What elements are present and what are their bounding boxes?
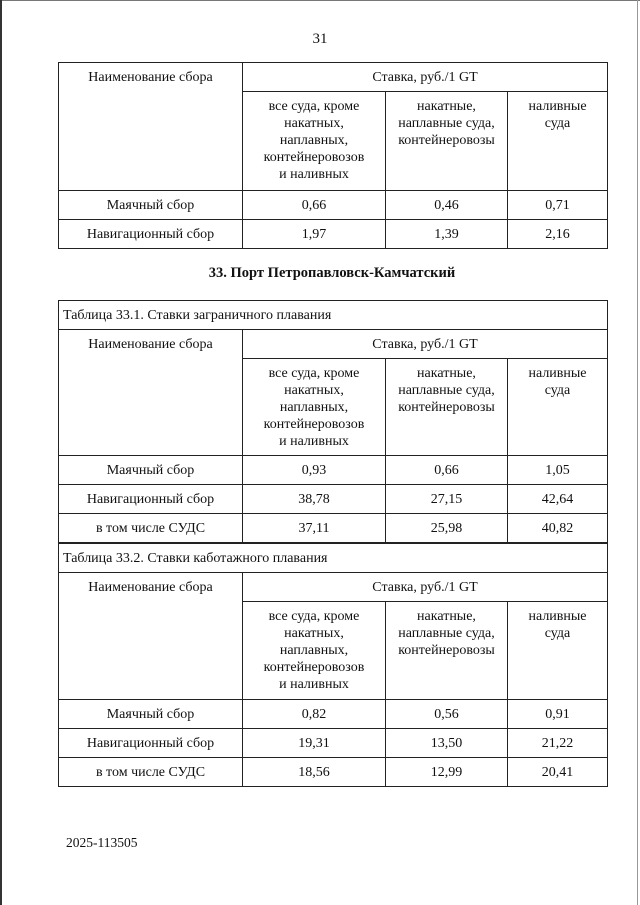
rate-value: 19,31 (243, 729, 386, 758)
subheader-line: наплавные суда, (398, 116, 495, 131)
rate-value: 21,22 (508, 729, 608, 758)
subheader-line: суда (544, 383, 571, 398)
rate-value: 0,46 (386, 191, 508, 220)
rate-value: 0,93 (243, 456, 386, 485)
subheader-line: и наливных (279, 677, 349, 692)
subheader-all-vessels (243, 359, 386, 456)
rate-value: 0,82 (243, 700, 386, 729)
subheader-line: накатных, (284, 626, 344, 641)
rate-value: 20,41 (508, 758, 608, 787)
subheader-tankers (508, 602, 608, 700)
fee-name: Маячный сбор (59, 191, 243, 220)
rate-value: 38,78 (243, 485, 386, 514)
rate-value: 0,91 (508, 700, 608, 729)
fee-name: Маячный сбор (59, 456, 243, 485)
rate-value: 0,56 (386, 700, 508, 729)
rate-value: 12,99 (386, 758, 508, 787)
table-caption: Таблица 33.2. Ставки каботажного плавания (59, 544, 608, 573)
rate-group-header: Ставка, руб./1 GT (243, 573, 608, 602)
table-row (59, 758, 608, 787)
rate-value: 27,15 (386, 485, 508, 514)
subheader-line: все суда, кроме (268, 366, 360, 381)
subheader-line: суда (544, 116, 571, 131)
table-row (59, 700, 608, 729)
rate-value: 0,66 (243, 191, 386, 220)
subheader-roro-container (386, 602, 508, 700)
rate-value: 0,66 (386, 456, 508, 485)
name-column-header: Наименование сбора (59, 63, 243, 191)
subheader-line: наплавных, (279, 400, 349, 415)
subheader-line: контейнеровозов (263, 150, 365, 165)
fee-name: в том числе СУДС (59, 514, 243, 543)
rate-value: 25,98 (386, 514, 508, 543)
subheader-line: наливные (528, 99, 587, 114)
rate-value: 13,50 (386, 729, 508, 758)
rate-value: 37,11 (243, 514, 386, 543)
section-title: 33. Порт Петропавловск-Камчатский (208, 265, 456, 281)
subheader-line: накатные, (417, 366, 476, 381)
rates-table-continued (58, 62, 608, 249)
subheader-line: и наливных (279, 434, 349, 449)
subheader-all-vessels (243, 92, 386, 191)
table-caption: Таблица 33.1. Ставки заграничного плавания (59, 301, 608, 330)
page-number: 31 (312, 31, 328, 47)
table-row (59, 456, 608, 485)
subheader-all-vessels (243, 602, 386, 700)
subheader-line: контейнеровозов (263, 417, 365, 432)
scan-edge-left (0, 0, 2, 905)
subheader-line: контейнеровозы (398, 133, 495, 148)
table-row (59, 729, 608, 758)
subheader-line: наплавные суда, (398, 383, 495, 398)
rate-value: 1,39 (386, 220, 508, 249)
rate-value: 18,56 (243, 758, 386, 787)
subheader-line: наплавных, (279, 643, 349, 658)
rate-value: 1,05 (508, 456, 608, 485)
subheader-line: контейнеровозы (398, 643, 495, 658)
rate-group-header: Ставка, руб./1 GT (243, 330, 608, 359)
rate-value: 40,82 (508, 514, 608, 543)
document-id: 2025-113505 (66, 835, 138, 850)
subheader-line: все суда, кроме (268, 99, 360, 114)
rate-value: 1,97 (243, 220, 386, 249)
subheader-line: наплавных, (279, 133, 349, 148)
fee-name: Маячный сбор (59, 700, 243, 729)
subheader-line: накатные, (417, 609, 476, 624)
subheader-line: наплавные суда, (398, 626, 495, 641)
fee-name: Навигационный сбор (59, 729, 243, 758)
subheader-line: накатных, (284, 116, 344, 131)
subheader-line: контейнеровозы (398, 400, 495, 415)
table-row (59, 191, 608, 220)
scan-edge-top (0, 0, 640, 1)
subheader-line: наливные (528, 366, 587, 381)
subheader-tankers (508, 92, 608, 191)
rates-table-foreign (58, 300, 608, 543)
fee-name: Навигационный сбор (59, 220, 243, 249)
table-row (59, 485, 608, 514)
table-row (59, 220, 608, 249)
subheader-line: суда (544, 626, 571, 641)
subheader-line: все суда, кроме (268, 609, 360, 624)
rate-value: 0,71 (508, 191, 608, 220)
subheader-line: накатные, (417, 99, 476, 114)
subheader-tankers (508, 359, 608, 456)
subheader-line: и наливных (279, 167, 349, 182)
name-column-header: Наименование сбора (59, 573, 243, 700)
scan-edge-right (637, 0, 638, 905)
rate-value: 42,64 (508, 485, 608, 514)
name-column-header: Наименование сбора (59, 330, 243, 456)
rate-value: 2,16 (508, 220, 608, 249)
subheader-line: наливные (528, 609, 587, 624)
table-row (59, 514, 608, 543)
subheader-roro-container (386, 92, 508, 191)
rates-table-coastal (58, 543, 608, 787)
subheader-line: накатных, (284, 383, 344, 398)
rate-group-header: Ставка, руб./1 GT (243, 63, 608, 92)
fee-name: Навигационный сбор (59, 485, 243, 514)
subheader-line: контейнеровозов (263, 660, 365, 675)
subheader-roro-container (386, 359, 508, 456)
fee-name: в том числе СУДС (59, 758, 243, 787)
